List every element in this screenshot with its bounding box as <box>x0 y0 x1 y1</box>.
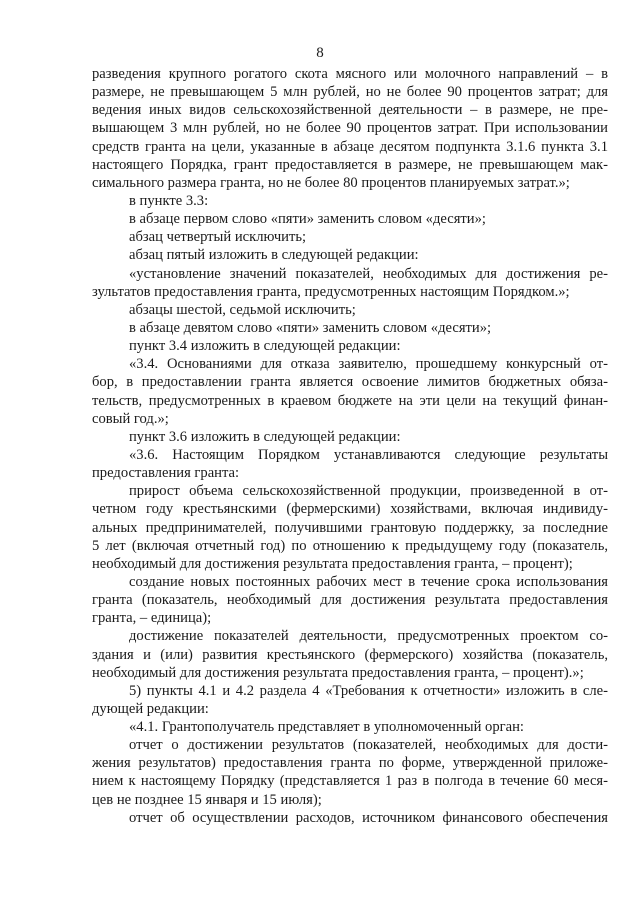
text-line: зультатов предоставления гранта, предусмотренных настоящим Порядком.»; <box>92 283 570 300</box>
text-line: абзац четвертый исключить; <box>129 229 307 246</box>
text-line: размере, не превышающем 5 млн рублей, но не более 90 процентов затрат; для <box>92 84 608 101</box>
text-line: «4.1. Грантополучатель представляет в уполномоченный орган: <box>129 719 524 736</box>
text-line: «3.6. Настоящим Порядком устанавливаются следующие результаты <box>129 446 608 463</box>
text-line: дующей редакции: <box>92 700 209 717</box>
text-line: в абзаце девятом слово «пяти» заменить словом «десяти»; <box>129 319 492 336</box>
text-line: пункт 3.6 изложить в следующей редакции: <box>129 428 401 445</box>
text-line: предоставления гранта: <box>92 465 240 482</box>
text-line: нием к настоящему Порядку (представляется 1 раз в полгода в течение 60 меся- <box>92 773 608 790</box>
document-body-text <box>92 65 608 827</box>
text-line: совый год.»; <box>92 410 169 427</box>
text-line: абзац пятый изложить в следующей редакции: <box>129 247 419 264</box>
text-line: прирост объема сельскохозяйственной продукции, произведенной в от- <box>129 483 608 500</box>
text-line: разведения крупного рогатого скота мясного или молочного направлений – в <box>92 66 608 82</box>
text-line: здания и (или) развития крестьянского (фермерского) хозяйства (показатель, <box>92 646 608 663</box>
text-line: пункт 3.4 изложить в следующей редакции: <box>129 338 401 355</box>
text-line: тельств, предусмотренных в краевом бюджете на эти цели на текущий финан- <box>92 392 608 409</box>
text-line: отчет о достижении результатов (показателей, необходимых для дости- <box>129 737 608 754</box>
text-line: абзацы шестой, седьмой исключить; <box>129 301 356 318</box>
text-line: «установление значений показателей, необходимых для достижения ре- <box>129 265 608 282</box>
text-line: цев не позднее 15 января и 15 июля); <box>92 791 322 808</box>
text-line: необходимый для достижения результата предоставления гранта, – процент).»; <box>92 664 584 681</box>
text-line: создание новых постоянных рабочих мест в течение срока использования <box>129 573 608 590</box>
text-line: 5) пункты 4.1 и 4.2 раздела 4 «Требования к отчетности» изложить в сле- <box>129 682 608 699</box>
text-line: гранта, – единица); <box>92 610 212 627</box>
text-line: вышающем 3 млн рублей, но не более 90 процентов затрат. При использовании <box>92 120 608 137</box>
text-line: альных предпринимателей, получившими грантовую поддержку, за последние <box>92 519 608 536</box>
text-line: бор, в предоставлении гранта является освоение лимитов бюджетных обяза- <box>92 374 608 391</box>
page-number: 8 <box>316 45 324 61</box>
text-line: средств гранта на цели, указанные в абзаце десятом подпункта 3.1.6 пункта 3.1 <box>92 138 608 155</box>
text-line: «3.4. Основаниями для отказа заявителю, прошедшему конкурсный от- <box>129 356 608 373</box>
text-line: достижение показателей деятельности, предусмотренных проектом со- <box>129 628 608 645</box>
text-line: жения результатов) предоставления гранта по форме, утвержденной приложе- <box>92 755 608 772</box>
text-line: четном году крестьянскими (фермерскими) хозяйствами, включая индивиду- <box>92 501 608 518</box>
text-line: необходимый для достижения результата предоставления гранта, – процент); <box>92 555 573 572</box>
text-line: настоящего Порядка, грант предоставляется в размере, не превышающем мак- <box>92 156 608 173</box>
text-line: в абзаце первом слово «пяти» заменить словом «десяти»; <box>129 211 486 228</box>
text-line: гранта (показатель, необходимый для достижения результата предоставления <box>92 592 608 609</box>
text-line: ведения иных видов сельскохозяйственной деятельности – в размере, не пре- <box>92 102 608 119</box>
text-line: в пункте 3.3: <box>129 192 209 209</box>
text-line: 5 лет (включая отчетный год) по отношению к предыдущему году (показатель, <box>92 537 608 554</box>
text-line: симального размера гранта, но не более 80 процентов планируемых затрат.»; <box>92 174 570 191</box>
text-line: отчет об осуществлении расходов, источником финансового обеспечения <box>129 809 608 826</box>
